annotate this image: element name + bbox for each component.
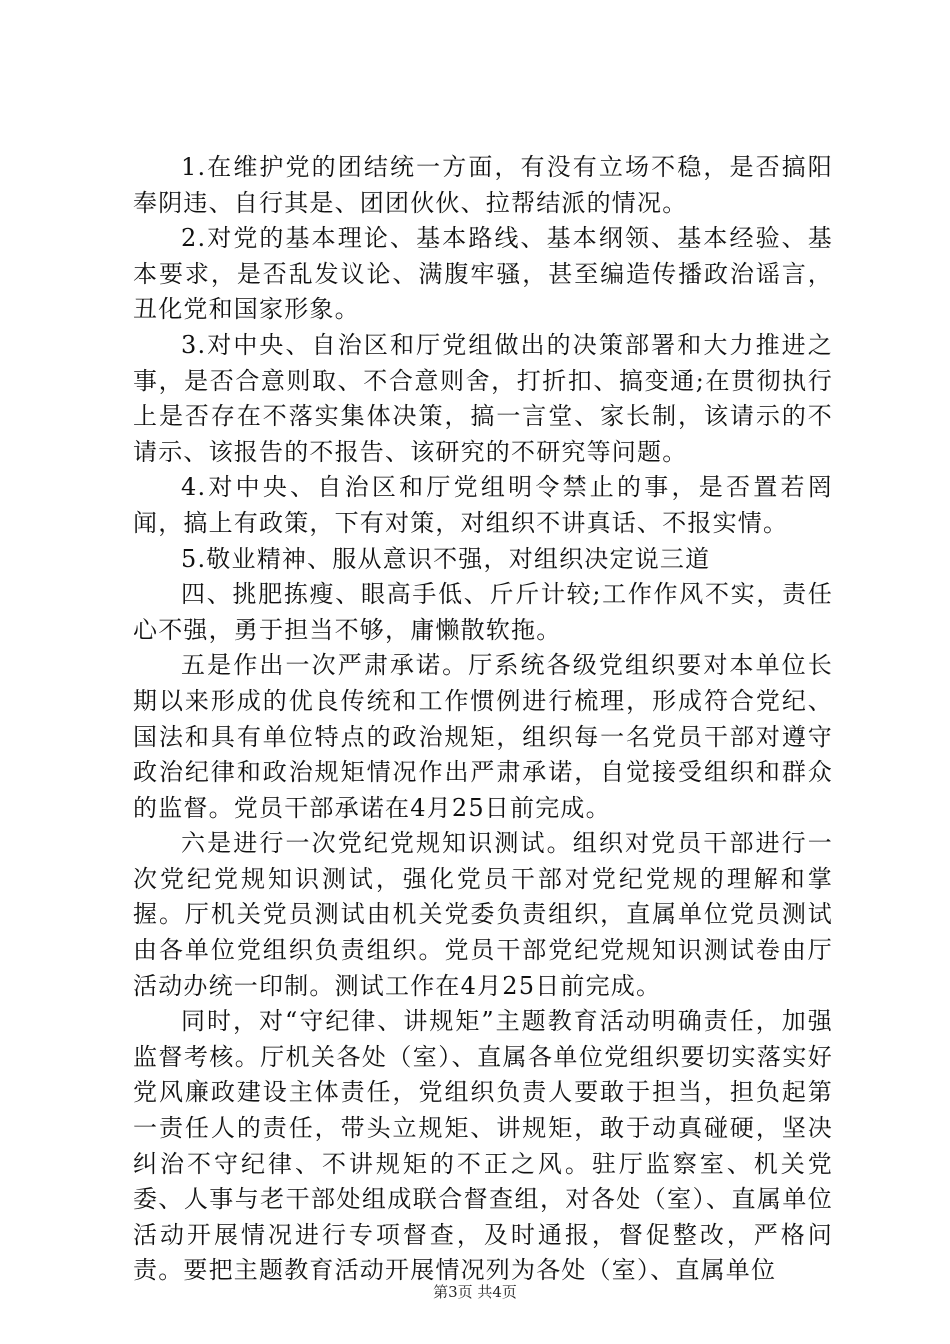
- page-number-label: 第3页 共4页: [433, 1283, 517, 1301]
- page-footer: [0, 1283, 950, 1301]
- paragraph-1: 1.在维护党的团结统一方面，有没有立场不稳，是否搞阳奉阴违、自行其是、团团伙伙、拉帮结派的情况。: [133, 153, 833, 217]
- paragraph-7: 五是作出一次严肃承诺。厅系统各级党组织要对本单位长期以来形成的优良传统和工作惯例进行梳理，形成符合党纪、国法和具有单位特点的政治规矩，组织每一名党员干部对遵守政治纪律和政治规矩情况作出严肃承诺，自觉接受组织和群众的监督。党员干部承诺在4月25日前完成。: [133, 651, 833, 822]
- paragraph-6: 四、挑肥拣瘦、眼高手低、斤斤计较;工作作风不实，责任心不强，勇于担当不够，庸懒散软拖。: [133, 580, 833, 644]
- paragraph-9: 同时，对“守纪律、讲规矩”主题教育活动明确责任，加强监督考核。厅机关各处（室）、直属各单位党组织要切实落实好党风廉政建设主体责任，党组织负责人要敢于担当，担负起第一责任人的责任，带头立规矩、讲规矩，敢于动真碰硬，坚决纠治不守纪律、不讲规矩的不正之风。驻厅监察室、机关党委、人事与老干部处组成联合督查组，对各处（室）、直属单位活动开展情况进行专项督查，及时通报，督促整改，严格问责。要把主题教育活动开展情况列为各处（室）、直属单位: [133, 1007, 833, 1285]
- paragraph-2: 2.对党的基本理论、基本路线、基本纲领、基本经验、基本要求，是否乱发议论、满腹牢骚，甚至编造传播政治谣言，丑化党和国家形象。: [133, 224, 833, 324]
- document-body: [133, 150, 833, 1289]
- paragraph-8: 六是进行一次党纪党规知识测试。组织对党员干部进行一次党纪党规知识测试，强化党员干部对党纪党规的理解和掌握。厅机关党员测试由机关党委负责组织，直属单位党员测试由各单位党组织负责组织。党员干部党纪党规知识测试卷由厅活动办统一印制。测试工作在4月25日前完成。: [133, 829, 833, 1000]
- paragraph-5: 5.敬业精神、服从意识不强，对组织决定说三道: [181, 544, 711, 573]
- paragraph-4: 4.对中央、自治区和厅党组明令禁止的事，是否置若罔闻，搞上有政策，下有对策，对组织不讲真话、不报实情。: [133, 473, 833, 537]
- paragraph-3: 3.对中央、自治区和厅党组做出的决策部署和大力推进之事，是否合意则取、不合意则舍，打折扣、搞变通;在贯彻执行上是否存在不落实集体决策，搞一言堂、家长制，该请示的不请示、该报告的不报告、该研究的不研究等问题。: [133, 330, 833, 466]
